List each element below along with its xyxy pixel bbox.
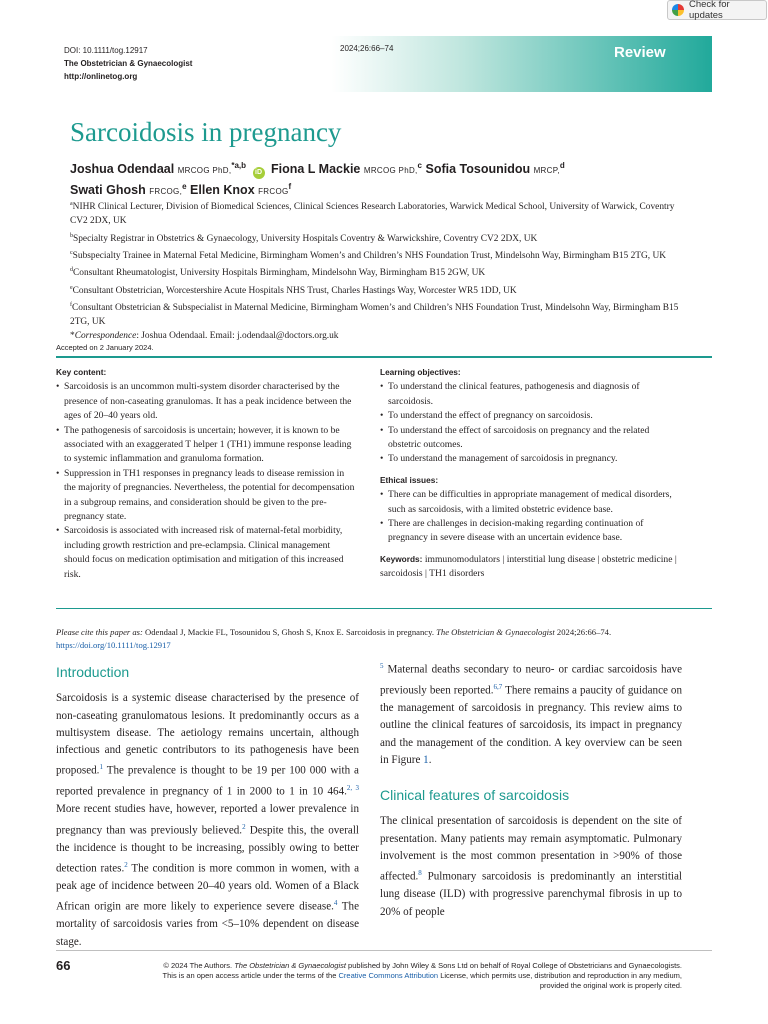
affiliation-item: $^f$Consultant Obstetrician & Subspecialist in Maternal Medicine, Birmingham Women’s and Children’s NHS Foundation Trust, Mindelsohn Way, Birmingham B15 2TG, UK xyxy=(70,301,679,328)
author-affil-sup: *a,b xyxy=(231,161,247,170)
author-degrees: MRCOG PhD, xyxy=(177,166,232,176)
issue-info: 2024;26:66–74 xyxy=(340,44,394,53)
doi: DOI: 10.1111/tog.12917 xyxy=(64,46,148,55)
article-title: Sarcoidosis in pregnancy xyxy=(70,117,342,147)
author-degrees: FRCOG, xyxy=(149,187,183,197)
journal-url[interactable]: http://onlinetog.org xyxy=(64,72,138,81)
affiliation-item: $^d$Consultant Rheumatologist, University Hospitals Birmingham, Mindelsohn Way, Birmingham B15 2GW, UK xyxy=(70,267,486,279)
learning-objectives-heading: Learning objectives: xyxy=(380,367,461,377)
ethical-issues-heading: Ethical issues: xyxy=(380,474,439,485)
author-affil-sup: d xyxy=(559,161,565,170)
check-for-updates-button[interactable] xyxy=(667,0,767,20)
page-number: 66 xyxy=(56,958,71,973)
author-degrees: MRCP, xyxy=(533,166,560,176)
accepted-date: Accepted on 2 January 2024. xyxy=(56,343,154,352)
author-degrees: FRCOG xyxy=(258,187,289,197)
author-name: Ellen Knox xyxy=(190,183,255,198)
learning-objective-item: • To understand the effect of pregnancy on sarcoidosis. xyxy=(380,409,680,423)
affiliations xyxy=(70,197,688,344)
divider xyxy=(56,608,712,609)
introduction-paragraph: Sarcoidosis is a systemic disease characterised by the presence of non-caseating granulomatous lesions. It predominantly occurs as a multisystem disease. The aetiology remains uncertain, although infectious and genetic contributors to its pathogenesis have been proposed.$^1$ The prevalence is thought to be 19 per 100 000 with a reported prevalence in pregnancy of 1 in 2000 to 1 in 10 464.$^{2, 3}$ More recent studies have, however, reported a lower prevalence in pregnancy than was previously believed.$^2$ Despite this, the overall the incidence is thought to be increasing, possibly owing to better detection rates.$^2$ The condition is more common in women, with a peak age of incidence between 20–40 years old. Women of a Black African origin are more likely to experience severe disease.$^4$ The mortality of sarcoidosis varies from <5–10% dependent on disease stage. xyxy=(56,692,359,948)
learning-objective-item: • To understand the clinical features, pathogenesis and diagnosis of sarcoidosis. xyxy=(380,380,680,409)
key-content-item: • The pathogenesis of sarcoidosis is uncertain; however, it is known to be associated with an exaggerated T helper 1 (TH1) immune response leading to systemic inflammation and granuloma formation. xyxy=(56,424,358,467)
license-link[interactable]: Creative Commons Attribution xyxy=(338,971,439,980)
affiliation-item: $^c$Subspecialty Trainee in Maternal Fetal Medicine, Birmingham Women’s and Children’s NHS Foundation Trust, Mindelsohn Way, Birmingham B15 2TG, UK xyxy=(70,249,666,261)
journal-header xyxy=(64,44,192,83)
check-for-updates-label: Check for updates xyxy=(689,0,730,21)
body-column-right xyxy=(380,658,682,921)
author-name: Swati Ghosh xyxy=(70,183,146,198)
learning-objective-item: • To understand the management of sarcoidosis in pregnancy. xyxy=(380,452,680,466)
learning-box xyxy=(380,365,680,582)
affiliation-item: $^e$Consultant Obstetrician, Worcestershire Acute Hospitals NHS Trust, Charles Hastings Way, Worcester WR5 1DD, UK xyxy=(70,284,517,296)
ethical-issue-item: • There can be difficulties in appropriate management of medical disorders, such as sarcoidosis, with a limited obstetric evidence base. xyxy=(380,488,680,517)
body-column-left xyxy=(56,662,359,951)
divider xyxy=(56,356,712,358)
author-degrees: MRCOG PhD, xyxy=(363,166,418,176)
crossmark-icon xyxy=(672,4,684,16)
key-content-item: • Sarcoidosis is an uncommon multi-system disorder characterised by the presence of non-caseating granulomas. It has a peak incidence between the ages of 20–40 years old. xyxy=(56,380,358,423)
clinical-features-heading: Clinical features of sarcoidosis xyxy=(380,787,570,804)
author-affil-sup: e xyxy=(182,182,187,192)
introduction-paragraph-cont: $^5$ Maternal deaths secondary to neuro- or cardiac sarcoidosis have previously been reported.$^{6,7}$ There remains a paucity of guidance on the management of sarcoidosis in pregnancy. This review aims to outline the clinical features of sarcoidosis, its impact in pregnancy and the management of the condition. A key overview can be seen in Figure 1. xyxy=(380,662,683,766)
figure-link[interactable]: 1 xyxy=(423,753,429,766)
key-content-item: • Sarcoidosis is associated with increased risk of maternal-fetal morbidity, including growth restriction and pre-eclampsia. Clinical management should focus on medication optimisation and mitigation of this increased risk. xyxy=(56,524,358,582)
author-affil-sup: f xyxy=(288,182,292,192)
doi-link[interactable]: https://doi.org/10.1111/tog.12917 xyxy=(56,640,171,650)
introduction-heading: Introduction xyxy=(56,664,130,680)
author-name: Joshua Odendaal xyxy=(70,162,175,177)
key-content-heading: Key content: xyxy=(56,367,107,377)
affiliation-item: $^b$Specialty Registrar in Obstetrics & Gynaecology, University Hospitals Coventry & Warwickshire, Coventry CV2 2DX, UK xyxy=(70,232,538,244)
clinical-paragraph: The clinical presentation of sarcoidosis is dependent on the site of presentation. Many patients may remain asymptomatic. Pulmonary involvement is the most common presentation in >90% of those affected.$^8$ Pulmonary sarcoidosis is predominantly an interstitial lung disease (ILD) with progressive parenchymal fibrosis in up to 20% of people xyxy=(380,815,682,918)
license-footer: © 2024 The Authors. The Obstetrician & Gynaecologist published by John Wiley & Sons Ltd on behalf of Royal College of Obstetricians and Gynaecologists. This is an open access article under the terms of the Creative Commons Attribution License, which permits use, distribution and reproduction in any medium, provided the original work is properly cited. xyxy=(162,961,682,990)
orcid-icon[interactable]: iD xyxy=(253,167,265,179)
article-type: Review xyxy=(614,44,666,61)
citation: Please cite this paper as: Odendaal J, Mackie FL, Tosounidou S, Ghosh S, Knox E. Sarcoidosis in pregnancy. The Obstetrician & Gynaecologist 2024;26:66–74. https://doi.org/10.1111/tog.12917 xyxy=(56,627,612,650)
author-list xyxy=(70,158,710,200)
affiliation-item: $^a$NIHR Clinical Lecturer, Division of Biomedical Sciences, Clinical Sciences Research Laboratories, Warwick Medical School, University of Warwick, Coventry CV2 2DX, UK xyxy=(70,201,675,227)
keywords-label: Keywords: xyxy=(380,553,423,564)
ethical-issue-item: • There are challenges in decision-making regarding continuation of pregnancy in severe disease with an uncertain evidence base. xyxy=(380,517,680,546)
author-name: Sofia Tosounidou xyxy=(425,162,531,177)
correspondence: *Correspondence: Joshua Odendaal. Email: j.odendaal@doctors.org.uk xyxy=(70,331,339,342)
keywords xyxy=(380,552,680,582)
author-name: Fiona L Mackie xyxy=(271,162,361,177)
keywords-text: immunomodulators | interstitial lung disease | obstetric medicine | sarcoidosis | TH1 disorders xyxy=(380,553,677,580)
learning-objective-item: • To understand the effect of sarcoidosis on pregnancy and the related obstetric outcomes. xyxy=(380,424,680,453)
key-content-box xyxy=(56,365,358,582)
journal-name: The Obstetrician & Gynaecologist xyxy=(64,59,193,68)
author-affil-sup: c xyxy=(417,161,422,170)
key-content-item: • Suppression in TH1 responses in pregnancy leads to disease remission in the majority of pregnancies. Nevertheless, the potential for decompensation in a subgroup remains, and consideration should be given to the pre-pregnancy state. xyxy=(56,467,358,525)
footer-divider xyxy=(56,950,712,951)
